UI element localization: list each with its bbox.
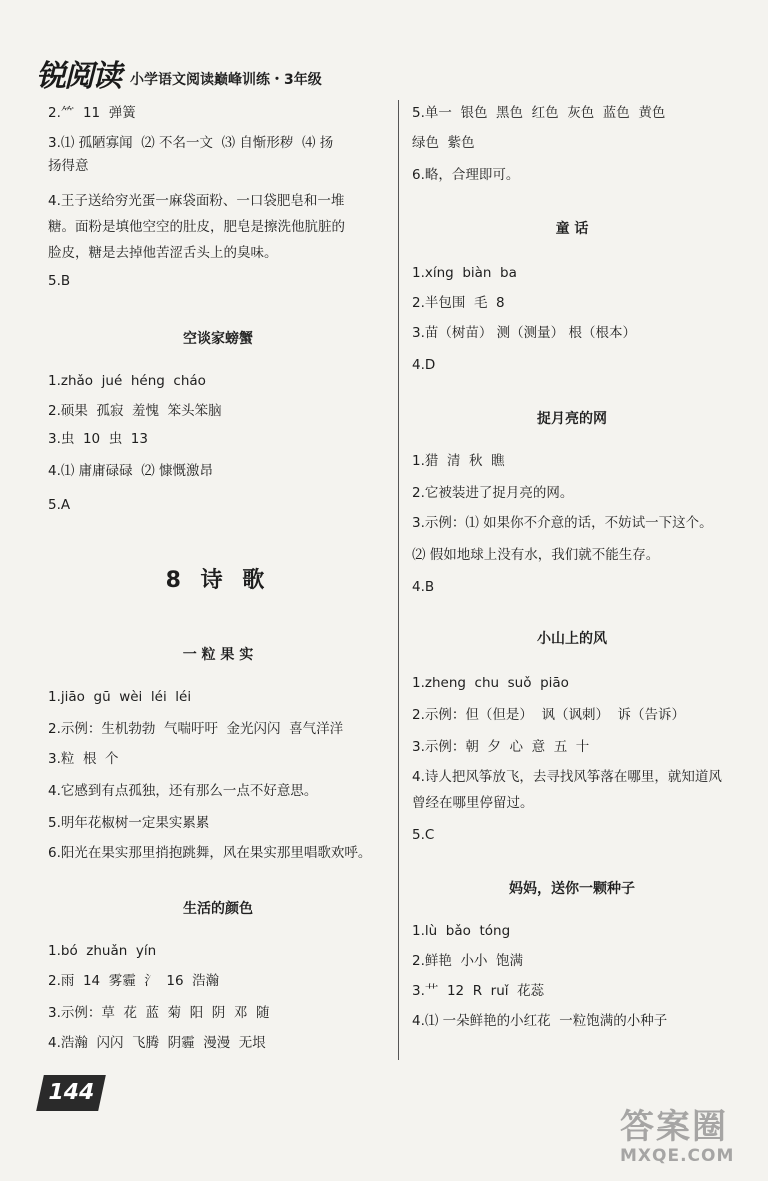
- answer-line: 2.雨 14 雾霾 氵 16 浩瀚: [48, 973, 220, 989]
- answer-line: 1.zhǎo jué héng cháo: [48, 373, 206, 389]
- answer-line: 5.明年花椒树一定果实累累: [48, 815, 210, 831]
- answer-line: 2.半包围 毛 8: [412, 295, 505, 311]
- answer-line: 绿色 紫色: [412, 135, 475, 151]
- answer-line: 3.⑴ 孤陋寡闻 ⑵ 不名一文 ⑶ 自惭形秽 ⑷ 扬: [48, 135, 334, 151]
- answer-line: 5.单一 银色 黑色 红色 灰色 蓝色 黄色: [412, 105, 666, 121]
- answer-line: 4.诗人把风筝放飞，去寻找风筝落在哪里，就知道风: [412, 769, 722, 785]
- section-title: 生活的颜色: [183, 901, 253, 917]
- section-title: 小山上的风: [537, 631, 607, 647]
- page-number-text: 144: [45, 1080, 97, 1105]
- section-title: 妈妈，送你一颗种子: [509, 881, 635, 897]
- answer-line: 4.⑴ 庸庸碌碌 ⑵ 慷慨激昂: [48, 463, 214, 479]
- answer-line: 4.它感到有点孤独，还有那么一点不好意思。: [48, 783, 318, 799]
- answer-line: 2.⺮ 11 弹簧: [48, 105, 136, 121]
- answer-line: 2.示例：但（但是） 讽（讽刺） 诉（告诉）: [412, 707, 686, 723]
- answer-line: 脸皮，糖是去掉他苦涩舌头上的臭味。: [48, 245, 278, 261]
- section-title: 一 粒 果 实: [182, 647, 254, 663]
- answer-line: 4.⑴ 一朵鲜艳的小红花 一粒饱满的小种子: [412, 1013, 668, 1029]
- answer-line: 1.zheng chu suǒ piāo: [412, 675, 569, 691]
- brand-logo: 锐阅读: [36, 59, 120, 94]
- answer-line: 2.鲜艳 小小 饱满: [412, 953, 524, 969]
- answer-line: 2.它被装进了捉月亮的网。: [412, 485, 574, 501]
- answer-line: 3.粒 根 个: [48, 751, 119, 767]
- answer-line: 3.艹 12 R ruǐ 花蕊: [412, 983, 545, 999]
- answer-line: 2.硕果 孤寂 羞愧 笨头笨脑: [48, 403, 222, 419]
- answer-line: 1.xíng biàn ba: [412, 265, 517, 281]
- page-header: [36, 56, 322, 92]
- answer-line: 3.示例：⑴ 如果你不介意的话，不妨试一下这个。: [412, 515, 713, 531]
- chapter-title: 8 诗 歌: [165, 568, 271, 593]
- answer-line: 2.示例：生机勃勃 气喘吁吁 金光闪闪 喜气洋洋: [48, 721, 344, 737]
- answer-line: 扬得意: [48, 158, 89, 174]
- section-title: 空谈家螃蟹: [183, 331, 253, 347]
- page-number: [36, 1075, 106, 1111]
- answer-line: 3.虫 10 虫 13: [48, 431, 148, 447]
- answer-line: 3.示例：朝 夕 心 意 五 十: [412, 739, 590, 755]
- section-title: 捉月亮的网: [537, 411, 607, 427]
- answer-line: 3.示例：草 花 蓝 菊 阳 阴 邓 随: [48, 1005, 270, 1021]
- answer-line: 1.jiāo gū wèi léi léi: [48, 689, 192, 705]
- answer-line: ⑵ 假如地球上没有水，我们就不能生存。: [412, 547, 660, 563]
- answer-line: 1.lù bǎo tóng: [412, 923, 511, 939]
- answer-line: 1.猎 清 秋 瞧: [412, 453, 505, 469]
- answer-line: 4.D: [412, 357, 436, 373]
- section-title: 童 话: [555, 221, 589, 237]
- answer-line: 4.浩瀚 闪闪 飞腾 阴霾 漫漫 无垠: [48, 1035, 266, 1051]
- answer-line: 曾经在哪里停留过。: [412, 795, 534, 811]
- answer-line: 1.bó zhuǎn yín: [48, 943, 157, 959]
- answer-line: 4.王子送给穷光蛋一麻袋面粉、一口袋肥皂和一堆: [48, 193, 345, 209]
- watermark-line2: MXQE.COM: [620, 1146, 735, 1166]
- series-title: 小学语文阅读巅峰训练・3年级: [130, 72, 322, 88]
- answer-line: 5.C: [412, 827, 435, 843]
- answer-line: 糖。面粉是填他空空的肚皮，肥皂是擦洗他肮脏的: [48, 219, 345, 235]
- watermark: [620, 1108, 760, 1172]
- answer-line: 6.略，合理即可。: [412, 167, 520, 183]
- answer-line: 4.B: [412, 579, 435, 595]
- answer-line: 3.苗（树苗） 测（测量） 根（根本）: [412, 325, 636, 341]
- answer-line: 6.阳光在果实那里捎抱跳舞，风在果实那里唱歌欢呼。: [48, 845, 372, 861]
- answer-line: 5.A: [48, 497, 71, 513]
- column-divider: [398, 100, 399, 1060]
- watermark-line1: 答案圈: [620, 1107, 728, 1147]
- answer-line: 5.B: [48, 273, 71, 289]
